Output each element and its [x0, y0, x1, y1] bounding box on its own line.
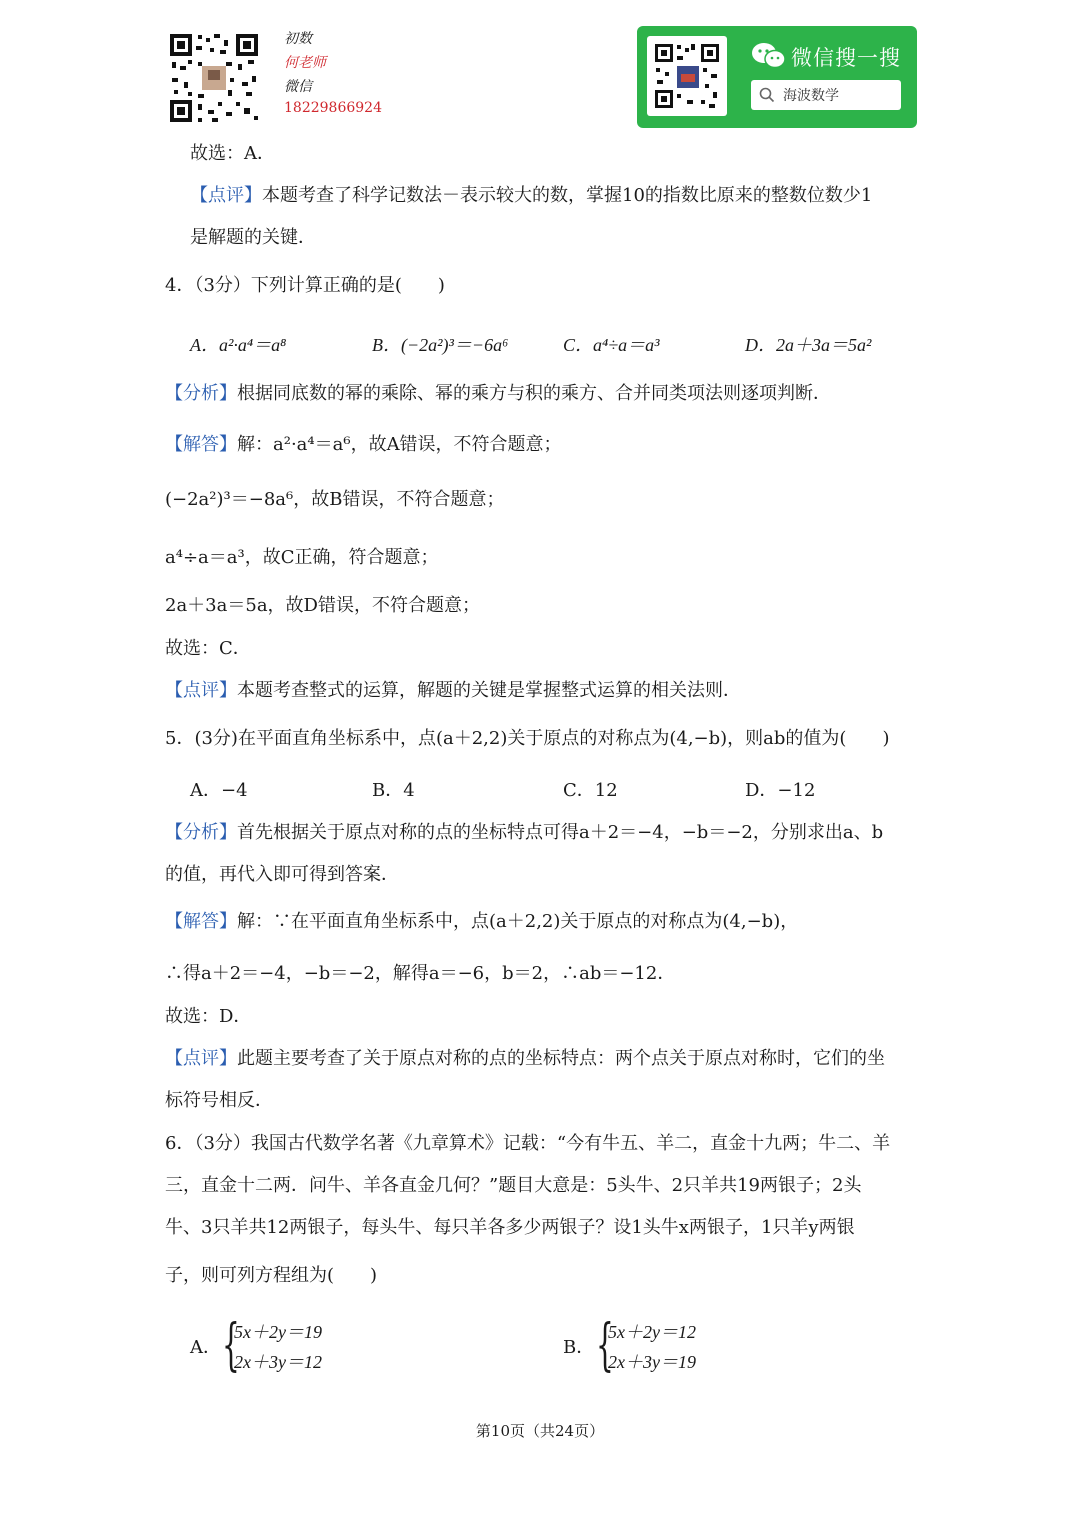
section-tag: 【分析】 — [165, 383, 237, 404]
q5-comment-2: 标符号相反． — [165, 1090, 273, 1111]
qr-code-left — [168, 32, 260, 124]
section-tag: 【点评】 — [165, 680, 237, 701]
q5-comment-1 — [165, 1047, 885, 1071]
section-text: 解：∵在平面直角坐标系中，点(a＋2,2)关于原点的对称点为(4,−b)， — [237, 911, 799, 932]
qr-code-graphic — [168, 32, 260, 124]
q4-solution-2: (−2a²)³＝−8a⁶，故B错误，不符合题意； — [165, 489, 505, 510]
q6-option-b-eq1: 5x＋2y＝12 — [608, 1322, 696, 1342]
q5-option-c: C．12 — [563, 780, 618, 801]
question-6-line4: 子，则可列方程组为( ) — [165, 1265, 378, 1286]
q4-solution-4: 2a＋3a＝5a，故D错误，不符合题意； — [165, 595, 480, 616]
q6-option-a-brace: { — [222, 1313, 240, 1378]
section-text: 解：a²·a⁴＝a⁶，故A错误，不符合题意； — [237, 434, 562, 455]
wechat-search-title: 微信搜一搜 — [791, 46, 901, 70]
section-tag: 【点评】 — [190, 185, 262, 206]
q6-option-b-label: B． — [563, 1337, 595, 1358]
search-query-text: 海波数学 — [783, 88, 839, 104]
header-label-wechat: 微信 — [284, 79, 312, 95]
q5-answer: 故选：D． — [165, 1006, 252, 1027]
page-footer: 第10页（共24页） — [475, 1422, 605, 1440]
q4-option-a: A．a²·a⁴＝a⁸ — [190, 335, 287, 355]
q4-option-d: D．2a＋3a＝5a² — [745, 335, 872, 355]
question-5: 5．(3分)在平面直角坐标系中，点(a＋2,2)关于原点的对称点为(4,−b)，则ab的值为( ) — [165, 728, 890, 749]
qr-code-right — [647, 36, 727, 116]
q6-option-b-brace: { — [596, 1313, 614, 1378]
q5-analysis-2: 的值，再代入即可得到答案． — [165, 864, 399, 885]
comment-q3-line2: 是解题的关键． — [190, 227, 316, 248]
q4-solution-1 — [165, 433, 562, 457]
q6-option-a-eq1: 5x＋2y＝19 — [234, 1322, 322, 1342]
section-tag: 【分析】 — [165, 822, 237, 843]
q4-answer: 故选：C． — [165, 638, 251, 659]
section-text: 本题考查了科学记数法－表示较大的数，掌握10的指数比原来的整数位数少1 — [262, 185, 873, 206]
q4-solution-3: a⁴÷a＝a³，故C正确，符合题意； — [165, 547, 439, 568]
q4-option-b: B．(−2a²)³＝−6a⁶ — [372, 335, 509, 355]
q6-option-b-eq2: 2x＋3y＝19 — [608, 1352, 696, 1372]
wechat-logo-icon — [751, 42, 787, 70]
q5-option-d: D．−12 — [745, 780, 816, 801]
section-tag: 【点评】 — [165, 1048, 237, 1069]
qr-code-right-graphic — [647, 36, 727, 116]
q4-analysis — [165, 382, 831, 406]
question-4: 4．（3分）下列计算正确的是( ) — [165, 275, 445, 296]
q4-comment — [165, 679, 741, 703]
question-6-line1: 6．（3分）我国古代数学名著《九章算术》记载：“今有牛五、羊二，直金十九两；牛二、羊 — [165, 1133, 891, 1154]
q5-solution-1 — [165, 910, 798, 934]
search-icon — [759, 87, 775, 103]
section-text: 根据同底数的幂的乘除、幂的乘方与积的乘方、合并同类项法则逐项判断． — [237, 383, 831, 404]
section-tag: 【解答】 — [165, 434, 237, 455]
section-text: 首先根据关于原点对称的点的坐标特点可得a＋2＝−4，−b＝−2，分别求出a、b — [237, 822, 884, 843]
q5-option-a: A．−4 — [190, 780, 248, 801]
question-6-line3: 牛、3只羊共12两银子，每头牛、每只羊各多少两银子？设1头牛x两银子，1只羊y两银 — [165, 1217, 855, 1238]
q5-analysis-1 — [165, 821, 883, 845]
section-tag: 【解答】 — [165, 911, 237, 932]
wechat-search-card[interactable] — [637, 26, 917, 128]
header-label-teacher: 何老师 — [284, 55, 326, 71]
q5-option-b: B．4 — [372, 780, 415, 801]
comment-q3-line1 — [190, 184, 872, 208]
answer-q3: 故选：A． — [190, 143, 275, 164]
wechat-search-box[interactable] — [751, 80, 901, 110]
header-label-chushu: 初数 — [284, 31, 312, 47]
section-text: 此题主要考查了关于原点对称的点的坐标特点：两个点关于原点对称时，它们的坐 — [237, 1048, 885, 1069]
q5-solution-2: ∴得a＋2＝−4，−b＝−2，解得a＝−6，b＝2，∴ab＝−12． — [165, 963, 676, 984]
header-phone: 18229866924 — [284, 100, 382, 116]
question-6-line2: 三，直金十二两．问牛、羊各直金几何？”题目大意是：5头牛、2只羊共19两银子；2头 — [165, 1175, 862, 1196]
q4-option-c: C．a⁴÷a＝a³ — [563, 335, 660, 355]
section-text: 本题考查整式的运算，解题的关键是掌握整式运算的相关法则． — [237, 680, 741, 701]
q6-option-a-eq2: 2x＋3y＝12 — [234, 1352, 322, 1372]
q6-option-a-label: A． — [190, 1337, 221, 1358]
